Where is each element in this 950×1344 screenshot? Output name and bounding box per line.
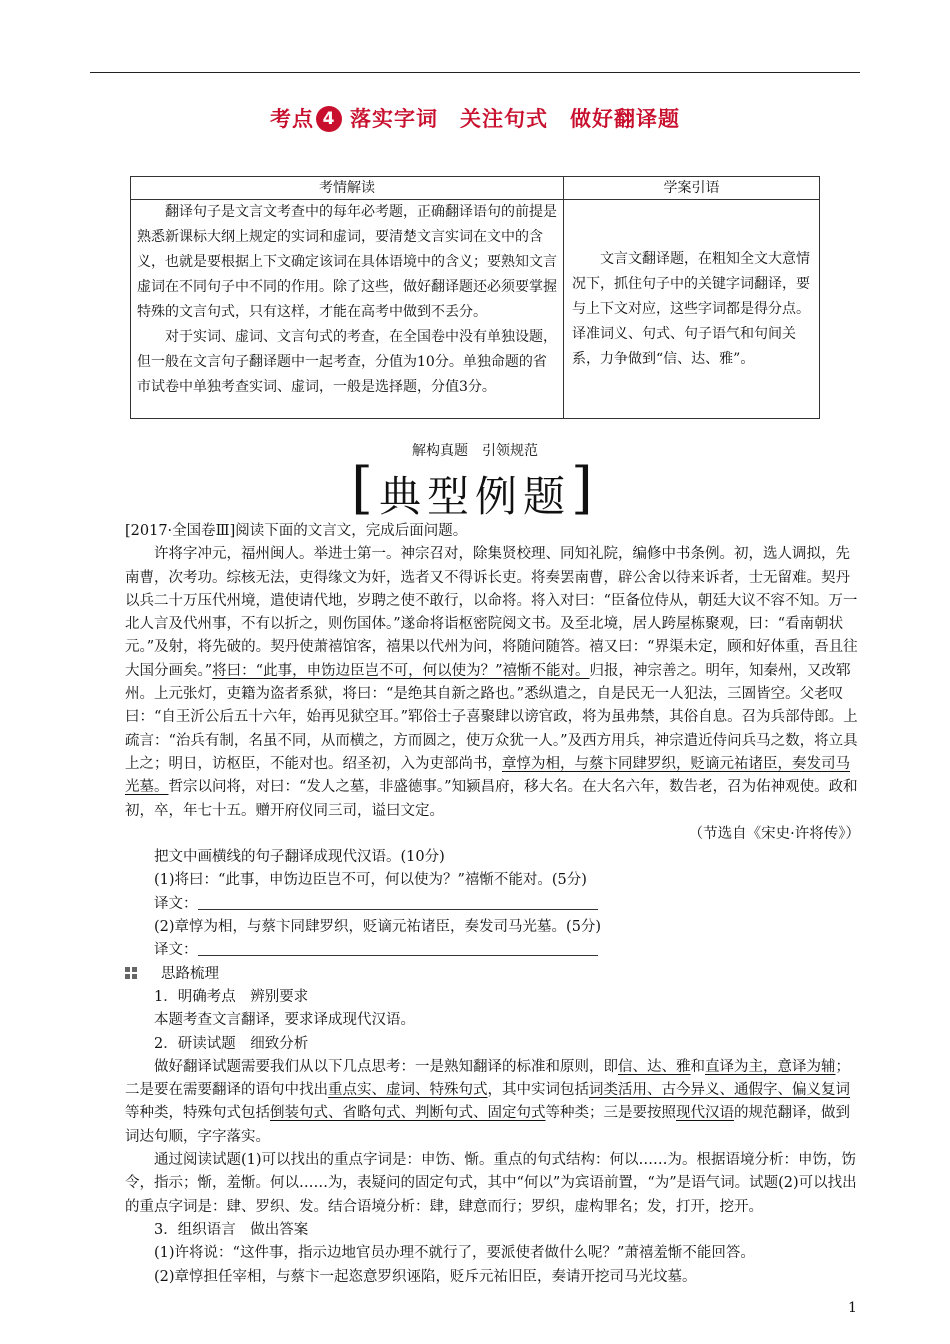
banner-text: 典型例题 xyxy=(378,472,571,521)
p2-underline-6: 现代汉语 xyxy=(676,1105,734,1122)
analysis-heading xyxy=(125,963,860,986)
title-part-1: 落实字词 xyxy=(350,107,438,131)
page-title xyxy=(0,103,950,133)
task-item-1: (1)将曰：“此事，申饬边臣岂不可，何以使为？”禧惭不能对。(5分) xyxy=(154,872,587,889)
p2-underline-1: 信、达、雅 xyxy=(618,1058,691,1075)
title-part-2: 关注句式 xyxy=(460,107,548,131)
p2-text-f: 等种类；三是要按照 xyxy=(545,1105,676,1122)
final-answer-2: (2)章惇担任宰相，与蔡卞一起恣意罗织诬陷，贬斥元祐旧臣，奏请开挖司马光坟墓。 xyxy=(154,1268,697,1285)
title-part-3: 做好翻译题 xyxy=(570,107,680,131)
answer-blank-2[interactable] xyxy=(198,941,598,956)
p2-underline-3: 重点实、虚词、特殊句式 xyxy=(328,1082,488,1099)
underlined-sentence-2: 章惇为相，与蔡卞同肆罗织，贬谪元祐诸臣，奏发司马光墓。 xyxy=(125,755,850,796)
passage-source: （节选自《宋史·许将传》） xyxy=(688,825,860,842)
banner-close-bracket: ] xyxy=(571,456,599,521)
kaoqing-cell xyxy=(131,200,564,419)
p2-text-g: 的规范翻译，做到词达句顺，字字落实。 xyxy=(125,1105,850,1145)
number-badge: 4 xyxy=(316,106,342,132)
p2-text-d: ，其中实词包括 xyxy=(487,1082,589,1099)
passage-part-2: 归报，神宗善之。明年，知秦州，又改郓州。上元张灯，吏籍为盗者系狱，将曰：“是绝其自新之路也。”悉纵遣之，自是民无一人犯法，三圄皆空。父老叹曰：“自王沂公后五十六年，始再见狱空耳。”郓俗士子喜聚肆以谤官政，将为虽弗禁，其俗自息。召为兵部侍郎。上疏言：“治兵有制，名虽不同，从而横之，方而圆之，使万众犹一人。”及西方用兵，神宗遣近侍问兵马之数，将立具上之；明日，访枢臣，不能对也。绍圣初，入为吏部尚书， xyxy=(125,662,858,772)
page-number: 1 xyxy=(848,1300,857,1316)
step-2-principles xyxy=(125,1056,860,1149)
p2-underline-2: 直译为主，意译为辅 xyxy=(705,1058,836,1075)
p2-text-e: 等种类，特殊句式包括 xyxy=(125,1105,270,1122)
p2-text-c: ；二是要在需要翻译的语句中找出 xyxy=(125,1058,850,1099)
p2-text-b: 和 xyxy=(690,1058,705,1075)
step-2-detail: 通过阅读试题(1)可以找出的重点字词是：申饬、惭。重点的句式结构：何以……为。根据语境分析：申饬，饬令，指示；惭，羞惭。何以……为，表疑问的固定句式，其中“何以”为宾语前置，“为”是语气词。试题(2)可以找出的重点字词是：肆、罗织、发。结合语境分析：肆，肆意而行；罗织，虚构罪名；发，打开，挖开。 xyxy=(125,1152,857,1215)
header-xuean: 学案引语 xyxy=(564,177,820,200)
banner-open-bracket: [ xyxy=(351,456,379,521)
passage-part-3: 哲宗以问将，对曰：“发人之墓，非盛德事。”知颍昌府，移大名。在大名六年，数告老，召为佑神观使。政和初，卒，年七十五。赠开府仪同三司，谥曰文定。 xyxy=(125,779,858,819)
step-1-text: 本题考查文言翻译，要求译成现代汉语。 xyxy=(154,1012,415,1029)
answer-label-2: 译文： xyxy=(154,942,198,959)
passage xyxy=(125,543,860,823)
task-instruction: 把文中画横线的句子翻译成现代汉语。(10分) xyxy=(154,849,445,866)
step-3-title: 3．组织语言 做出答案 xyxy=(154,1221,309,1238)
final-answer-1: (1)许将说：“这件事，指示边地官员办理不就行了，要派使者做什么呢？”萧禧羞惭不能回答。 xyxy=(154,1245,755,1262)
passage-part-1: 许将字冲元，福州闽人。举进士第一。神宗召对，除集贤校理、同知礼院，编修中书条例。初，选人调拟，先南曹，次考功。综核无法，吏得缘文为奸，选者又不得诉长吏。将奏罢南曹，辟公舍以待来诉者，士无留难。契丹以兵二十万压代州境，遣使请代地，岁聘之使不敢行，以命将。将入对曰：“臣备位侍从，朝廷大议不容不知。万一北人言及代州事，不有以折之，则伤国体。”遂命将诣枢密院阅文书。及至北境，居人跨屋栋聚观，曰：“看南朝状元。”及射，将先破的。契丹使萧禧馆客，禧果以代州为问，将随问随答。禧又曰：“界渠未定，顾和好体重，吾且往大国分画矣。” xyxy=(125,546,858,679)
p2-underline-4: 词类活用、古今异义、通假字、偏义复词 xyxy=(589,1082,850,1099)
answer-blank-1[interactable] xyxy=(198,895,598,910)
answer-line-2 xyxy=(125,939,860,962)
p2-text-a: 做好翻译试题需要我们从以下几点思考：一是熟知翻译的标准和原则，即 xyxy=(154,1058,618,1075)
header-kaoqing: 考情解读 xyxy=(131,177,564,200)
typical-example-banner xyxy=(0,458,950,528)
section-caption: 解构真题 引领规范 xyxy=(412,443,538,459)
title-label: 考点 xyxy=(270,107,314,131)
kaoqing-para-1: 翻译句子是文言文考查中的每年必考题，正确翻译语句的前提是熟悉新课标大纲上规定的实词和虚词，要清楚文言实词在文中的含义，也就是要根据上下文确定该词在具体语境中的含义；要熟知文言虚词在不同句子中不同的作用。除了这些，做好翻译题还必须要掌握特殊的文言句式，只有这样，才能在高考中做到不丢分。 xyxy=(137,204,557,320)
info-table xyxy=(130,176,820,419)
task-item-2: (2)章惇为相，与蔡卞同肆罗织，贬谪元祐诸臣，奏发司马光墓。(5分) xyxy=(154,919,602,936)
step-2-title: 2．研读试题 细致分析 xyxy=(154,1035,309,1052)
header-rule xyxy=(90,72,860,73)
xuean-cell xyxy=(564,200,820,419)
question-intro: [2017·全国卷Ⅲ]阅读下面的文言文，完成后面问题。 xyxy=(125,523,468,539)
step-1-title: 1．明确考点 辨别要求 xyxy=(154,988,309,1005)
grid-icon xyxy=(125,967,137,979)
analysis-heading-text: 思路梳理 xyxy=(161,965,219,982)
main-content xyxy=(125,520,860,1289)
p2-underline-5: 倒装句式、省略句式、判断句式、固定句式 xyxy=(270,1105,546,1122)
underlined-sentence-1: 将曰：“此事，申饬边臣岂不可，何以使为？”禧惭不能对。 xyxy=(212,662,590,679)
answer-line-1 xyxy=(125,893,860,916)
xuean-para: 文言文翻译题，在粗知全文大意情况下，抓住句子中的关键字词翻译，要与上下文对应，这些字词都是得分点。译准词义、句式、句子语气和句间关系，力争做到“信、达、雅”。 xyxy=(572,250,810,367)
answer-label-1: 译文： xyxy=(154,895,198,912)
kaoqing-para-2: 对于实词、虚词、文言句式的考查，在全国卷中没有单独设题，但一般在文言句子翻译题中一起考查，分值为10分。单独命题的省市试卷中单独考查实词、虚词，一般是选择题，分值3分。 xyxy=(137,329,557,395)
